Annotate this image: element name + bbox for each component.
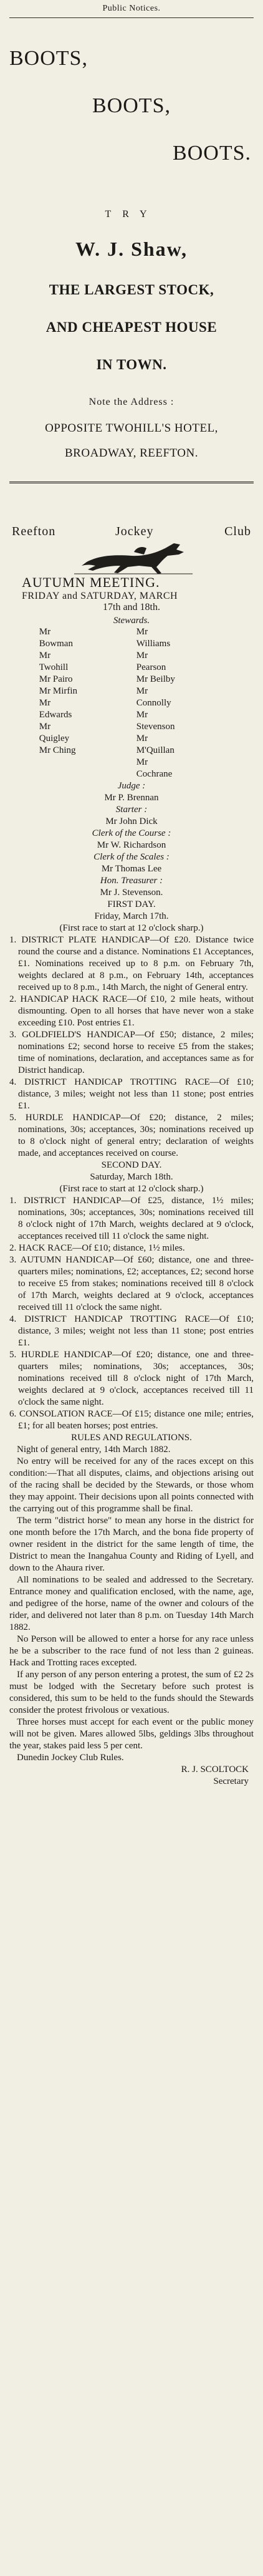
stewards-heading: Stewards. <box>113 616 150 626</box>
clerk-scales-name: Mr Thomas Lee <box>101 864 162 874</box>
steward: Mr Pearson <box>136 651 166 672</box>
meeting-dates-2: 17th and 18th. <box>103 602 160 613</box>
clerk-course-heading: Clerk of the Course : <box>92 828 171 838</box>
rule-paragraph: Night of general entry, 14th March 1882. <box>17 1445 171 1455</box>
rule-paragraph: No Person will be allowed to enter a horse for any race unless he be a subscriber to the race fund of not less than 2 guineas. Hack and Trotting races excepted. <box>9 1634 254 1668</box>
judge-name: Mr P. Brennan <box>104 793 159 803</box>
rule-paragraph: Dunedin Jockey Club Rules. <box>17 1753 124 1763</box>
starter-heading: Starter : <box>115 805 148 815</box>
steward: Mr Connolly <box>136 686 171 708</box>
rule-paragraph: The term "district horse" to mean any horse in the district for one month before the 17th March, and the bona fide property of owner resident in the district for the same length of time, the District to mean the Inangahua County and Riding of Lyell, and down to the Ahaura river. <box>9 1516 254 1573</box>
race-entry: 5. HURDLE HANDICAP—Of £20; distance, 2 miles; nominations, 30s; acceptances, 30s; nominations received up to 8 o'clock night of general entry; declaration of weights made, and acceptances received on course. <box>9 1113 254 1158</box>
shaw-advertisement <box>9 47 254 460</box>
day1-races <box>9 934 254 1160</box>
jockey-club-notice <box>9 525 254 1788</box>
club-word-jockey: Jockey <box>115 525 154 538</box>
race-entry: 3. GOLDFIELD'S HANDICAP—Of £50; distance, 2 miles; nominations £2; second horse to receive £5 from the stakes; time of nominations, declaration, and acceptances same as for District handicap. <box>9 1030 254 1075</box>
steward: Mr Mirfin <box>39 686 78 696</box>
race-entry: 5. HURDLE HANDICAP—Of £20; distance, one and three-quarters miles; nominations, 30s; acceptances, 30s; nominations received till 8 o'clock night of 17th March, weights declared at 9 o'clock, acceptances received till 11 o'clock the same night. <box>9 1350 254 1407</box>
stewards-list <box>9 626 254 780</box>
secretary-title: Secretary <box>213 1776 249 1786</box>
day2-races <box>9 1195 254 1432</box>
steward: Mr Beilby <box>136 674 175 684</box>
header-rule <box>9 17 254 18</box>
steward: Mr M'Quillan <box>136 734 175 755</box>
stewards-col-left <box>39 626 127 780</box>
secretary-signature: R. J. SCOLTOCK <box>181 1765 249 1775</box>
steward: Mr Ching <box>39 745 76 755</box>
race-entry: 4. DISTRICT HANDICAP TROTTING RACE—Of £10; distance, 3 miles; weight not less than 11 stone; post entries £1. <box>9 1314 254 1348</box>
rules-heading: RULES AND REGULATIONS. <box>71 1433 192 1443</box>
steward: Mr Quigley <box>39 722 70 743</box>
rule-paragraph: No entry will be received for any of the races except on this condition:—That all disputes, claims, and objections arising out of the racing shall be decided by the Stewards, or those whom they may appoint. Their decisions upon all points connected with the carrying out of this programme shall be final. <box>9 1456 254 1514</box>
address-line-1: OPPOSITE TWOHILL'S HOTEL, <box>45 422 218 435</box>
rules-list <box>9 1444 254 1764</box>
meeting-title: AUTUMN MEETING. <box>22 574 160 590</box>
stewards-col-right <box>136 626 224 780</box>
rule-paragraph: Three horses must accept for each event or the public money will not be given. Mares allowed 5lbs, geldings 3lbs throughout the year, stakes paid less 5 per cent. <box>9 1717 254 1751</box>
treasurer-name: Mr J. Stevenson. <box>100 888 163 898</box>
club-word-club: Club <box>224 525 251 538</box>
boots-line-2: BOOTS, <box>92 94 171 117</box>
steward: Mr Cochrane <box>136 757 173 779</box>
newspaper-column <box>9 0 254 1788</box>
section-divider <box>9 482 254 483</box>
steward: Mr Stevenson <box>136 710 175 732</box>
club-heading <box>9 525 254 574</box>
address-note: Note the Address : <box>88 397 175 407</box>
day2-date: Saturday, March 18th. <box>90 1172 173 1182</box>
day1-date: Friday, March 17th. <box>94 911 169 921</box>
steward: Mr Bowman <box>39 627 73 649</box>
merchant-name: W. J. Shaw, <box>75 238 188 260</box>
race-entry: 1. DISTRICT PLATE HANDICAP—Of £20. Distance twice round the course and a distance. Nominations £1 Acceptances, £1. Nominations received up to 8 p.m. on February 7th, weights declared at 8 p.m., on February 14th, acceptances received up to 8 p.m., 14th March, the night of General entry. <box>9 935 254 992</box>
steward: Mr Pairo <box>39 674 73 684</box>
slogan-line-1: THE LARGEST STOCK, <box>49 282 214 298</box>
race-entry: 4. DISTRICT HANDICAP TROTTING RACE—Of £10; distance, 3 miles; weight not less than 11 stone; post entries £1. <box>9 1077 254 1111</box>
boots-line-3: BOOTS. <box>173 142 251 165</box>
race-entry: 2. HACK RACE—Of £10; distance, 1½ miles. <box>9 1243 185 1253</box>
clerk-course-name: Mr W. Richardson <box>97 840 166 850</box>
day1-note: (First race to start at 12 o'clock sharp.) <box>59 923 204 933</box>
slogan-line-3: IN TOWN. <box>96 357 167 372</box>
race-entry: 6. CONSOLATION RACE—Of £15; distance one mile; entries, £1; for all beaten horses; post entries. <box>9 1409 254 1431</box>
address-line-2: BROADWAY, REEFTON. <box>65 447 198 460</box>
treasurer-heading: Hon. Treasurer : <box>100 876 163 886</box>
day2-note: (First race to start at 12 o'clock sharp.) <box>59 1184 204 1194</box>
race-entry: 2. HANDICAP HACK RACE—Of £10, 2 mile heats, without dismounting. Open to all horses that have never won a stake exceeding £10. Post entries £1. <box>9 994 254 1028</box>
steward: Mr Williams <box>136 627 171 649</box>
section-header: Public Notices. <box>102 4 161 13</box>
day2-heading: SECOND DAY. <box>101 1160 162 1170</box>
try-text: TRY <box>105 209 158 220</box>
rule-paragraph: If any person of any person entering a protest, the sum of £2 2s must be lodged with the Secretary before such protest is considered, this sum to be held to the funds should the Stewards consider the protest frivolous or vexatious. <box>9 1670 254 1715</box>
racehorse-icon <box>74 538 193 574</box>
starter-name: Mr John Dick <box>105 816 158 826</box>
meeting-dates: FRIDAY and SATURDAY, MARCH <box>22 591 178 601</box>
rule-paragraph: All nominations to be sealed and addressed to the Secretary. Entrance money and qualification enclosed, with the name, age, and pedigree of the horse, name of the owner and colours of the rider, and delivered not later than 8 p.m. on Tuesday 14th March 1882. <box>9 1575 254 1632</box>
race-entry: 3. AUTUMN HANDICAP—Of £60; distance, one and three-quarters miles; nominations, £2; acceptances, £2; second horse to receive £5 from stakes; nominations received till 8 o'clock of 17th March, weights declared at 9 o'clock, acceptances received till 11 o'clock the same night. <box>9 1255 254 1312</box>
judge-heading: Judge : <box>117 781 146 791</box>
slogan-line-2: AND CHEAPEST HOUSE <box>45 319 218 335</box>
steward: Mr Twohill <box>39 651 69 672</box>
steward: Mr Edwards <box>39 698 72 720</box>
day1-heading: FIRST DAY. <box>107 899 156 909</box>
club-word-reefton: Reefton <box>12 525 56 538</box>
race-entry: 1. DISTRICT HANDICAP—Of £25, distance, 1½ miles; nominations, 30s; acceptances, 30s; nominations received till 8 o'clock night of 17th March, weights declared at 9 o'clock, acceptances received till 11 o'clock the same night. <box>9 1196 254 1241</box>
boots-line-1: BOOTS, <box>9 47 88 70</box>
clerk-scales-heading: Clerk of the Scales : <box>93 852 170 862</box>
